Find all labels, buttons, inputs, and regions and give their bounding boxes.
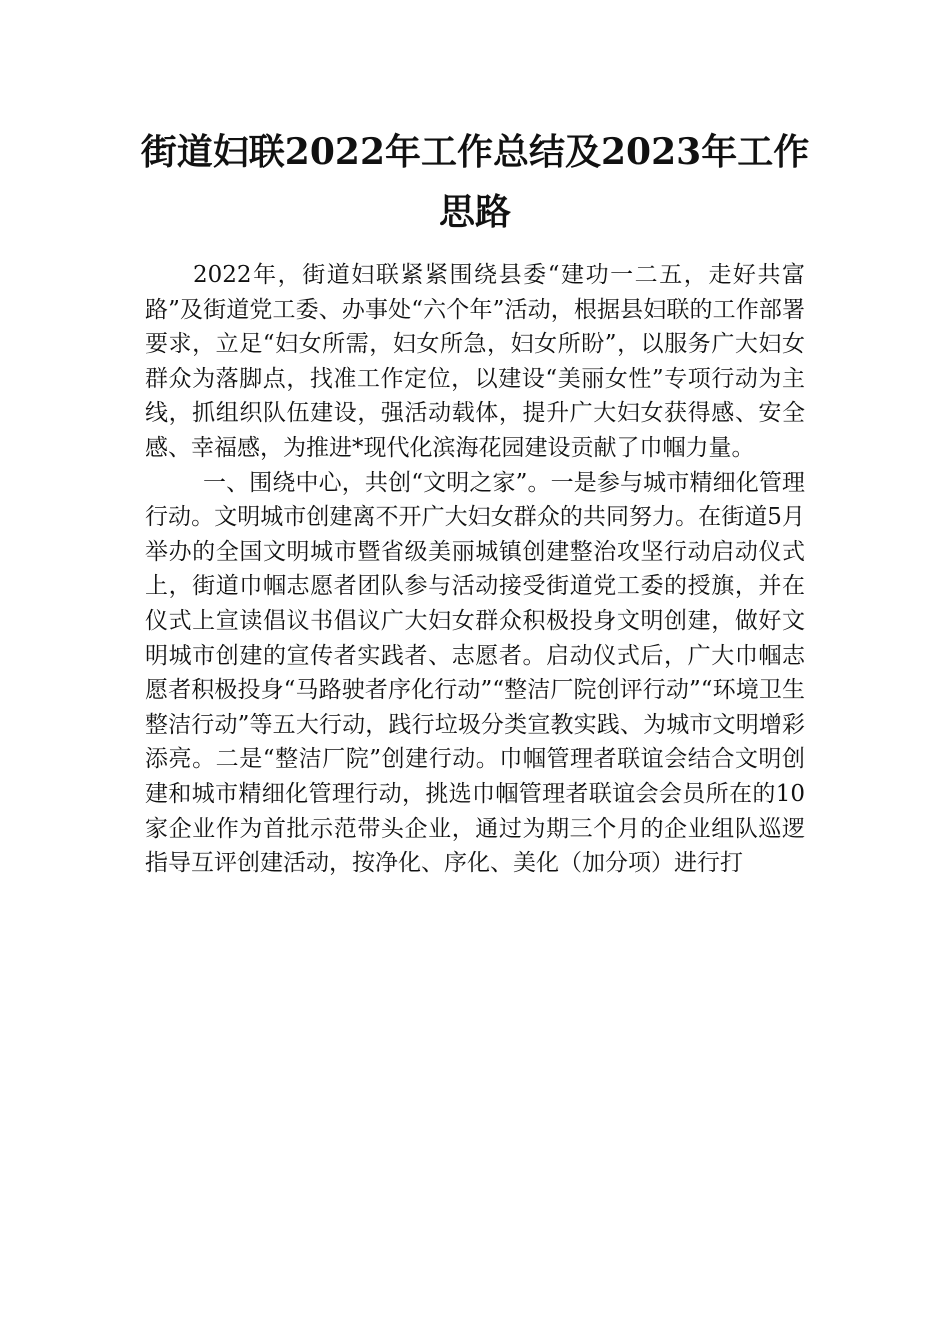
document-title: 街道妇联2022年工作总结及2023年工作思路 bbox=[140, 131, 810, 233]
paragraph-section-one: 一、围绕中心，共创“文明之家”。一是参与城市精细化管理行动。文明城市创建离不开广大妇女群众的共同努力。在街道5月举办的全国文明城市暨省级美丽城镇创建整治攻坚行动启动仪式上，街道巾帼志愿者团队参与活动接受街道党工委的授旗，并在仪式上宣读倡议书倡议广大妇女群众积极投身文明创建，做好文明城市创建的宣传者实践者、志愿者。启动仪式后，广大巾帼志愿者积极投身“马路驶者序化行动”“整洁厂院创评行动”“环境卫生整洁行动”等五大行动，践行垃圾分类宣教实践、为城市文明增彩添亮。二是“整洁厂院”创建行动。巾帼管理者联谊会结合文明创建和城市精细化管理行动，挑选巾帼管理者联谊会会员所在的10家企业作为首批示范带头企业，通过为期三个月的企业组队巡逻指导互评创建活动，按净化、序化、美化（加分项）进行打 bbox=[145, 469, 805, 877]
paragraph-intro: 2022年，街道妇联紧紧围绕县委“建功一二五，走好共富路”及街道党工委、办事处“六个年”活动，根据县妇联的工作部署要求，立足“妇女所需，妇女所急，妇女所盼”，以服务广大妇女群众为落脚点，找准工作定位，以建设“美丽女性”专项行动为主线，抓组织队伍建设，强活动载体，提升广大妇女获得感、安全感、幸福感，为推进*现代化滨海花园建设贡献了巾帼力量。 bbox=[145, 262, 805, 461]
document-body bbox=[145, 258, 805, 881]
